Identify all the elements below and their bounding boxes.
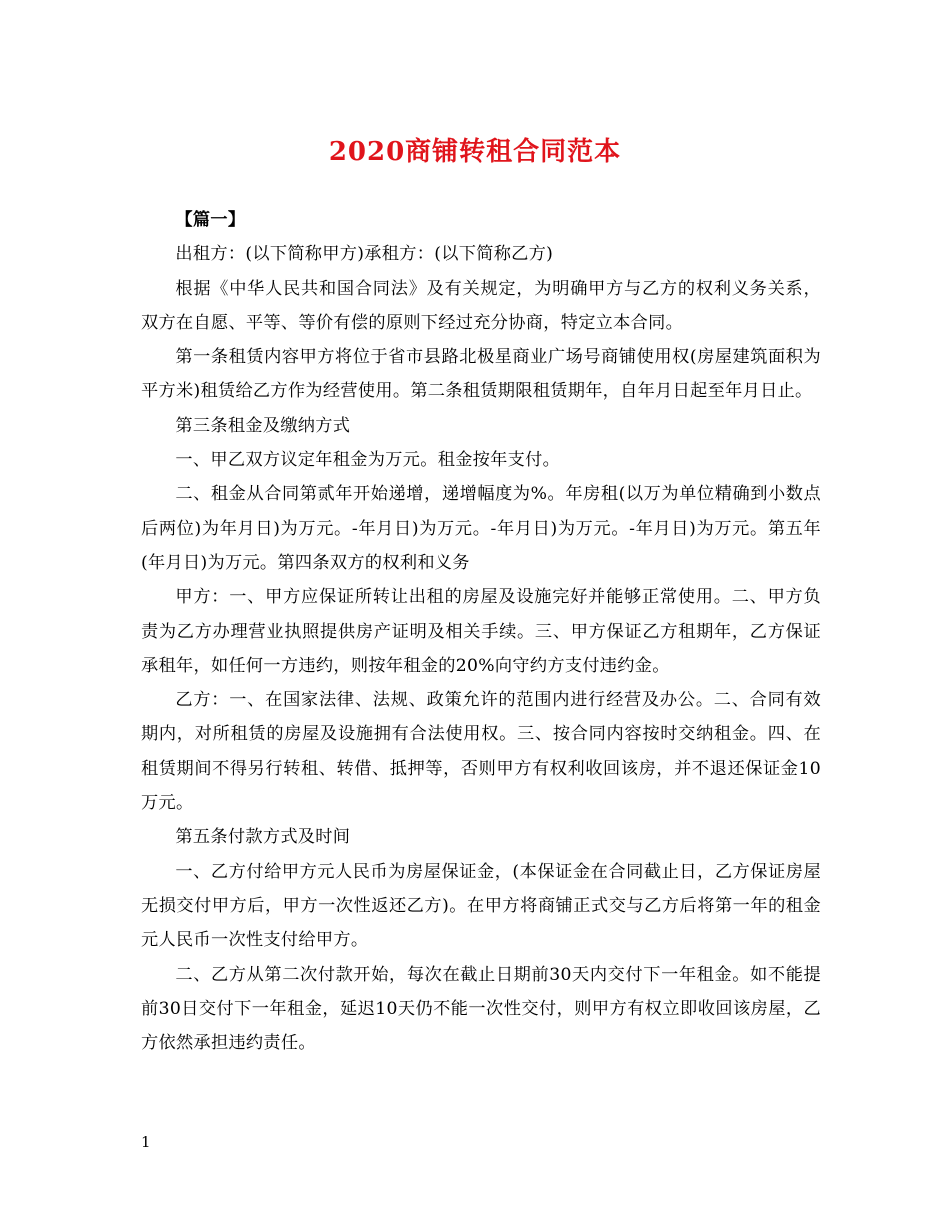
paragraph-party-b-duties: 乙方：一、在国家法律、法规、政策允许的范围内进行经营及办公。二、合同有效期内，对所租赁的房屋及设施拥有合法使用权。三、按合同内容按时交纳租金。四、在租赁期间不得另行转租、转借、抵押等，否则甲方有权利收回该房，并不退还保证金10万元。 xyxy=(141,690,821,814)
document-title: 2020商铺转租合同范本 xyxy=(328,137,622,167)
paragraph-article-3-heading: 第三条租金及缴纳方式 xyxy=(175,415,351,436)
paragraph-article-3-item-1: 一、甲乙双方议定年租金为万元。租金按年支付。 xyxy=(175,450,561,471)
section-label: 【篇一】 xyxy=(175,210,246,230)
paragraph-article-5-heading: 第五条付款方式及时间 xyxy=(175,827,351,848)
paragraph-article-3-item-2: 二、租金从合同第贰年开始递增，递增幅度为%。年房租(以万为单位精确到小数点后两位)为年月日)为万元。-年月日)为万元。-年月日)为万元。-年月日)为万元。第五年(年月日)为万元。第四条双方的权利和义务 xyxy=(141,484,821,573)
paragraph-preamble: 根据《中华人民共和国合同法》及有关规定，为明确甲方与乙方的权利义务关系，双方在自愿、平等、等价有偿的原则下经过充分协商，特定立本合同。 xyxy=(141,278,821,333)
paragraph-article-5-item-2: 二、乙方从第二次付款开始，每次在截止日期前30天内交付下一年租金。如不能提前30日交付下一年租金，延迟10天仍不能一次性交付，则甲方有权立即收回该房屋，乙方依然承担违约责任。 xyxy=(141,964,821,1054)
paragraph-parties: 出租方：(以下简称甲方)承租方：(以下简称乙方) xyxy=(175,244,554,265)
page-number: 1 xyxy=(141,1133,151,1151)
paragraph-article-1-2: 第一条租赁内容甲方将位于省市县路北极星商业广场号商铺使用权(房屋建筑面积为平方米)租赁给乙方作为经营使用。第二条租赁期限租赁期年，自年月日起至年月日止。 xyxy=(141,347,821,402)
paragraph-party-a-duties: 甲方：一、甲方应保证所转让出租的房屋及设施完好并能够正常使用。二、甲方负责为乙方办理营业执照提供房产证明及相关手续。三、甲方保证乙方租期年，乙方保证承租年，如任何一方违约，则按年租金的20%向守约方支付违约金。 xyxy=(141,587,821,676)
document-body xyxy=(141,203,821,1060)
paragraph-article-5-item-1: 一、乙方付给甲方元人民币为房屋保证金，(本保证金在合同截止日，乙方保证房屋无损交付甲方后，甲方一次性返还乙方)。在甲方将商铺正式交与乙方后将第一年的租金元人民币一次性支付给甲方。 xyxy=(141,861,821,951)
